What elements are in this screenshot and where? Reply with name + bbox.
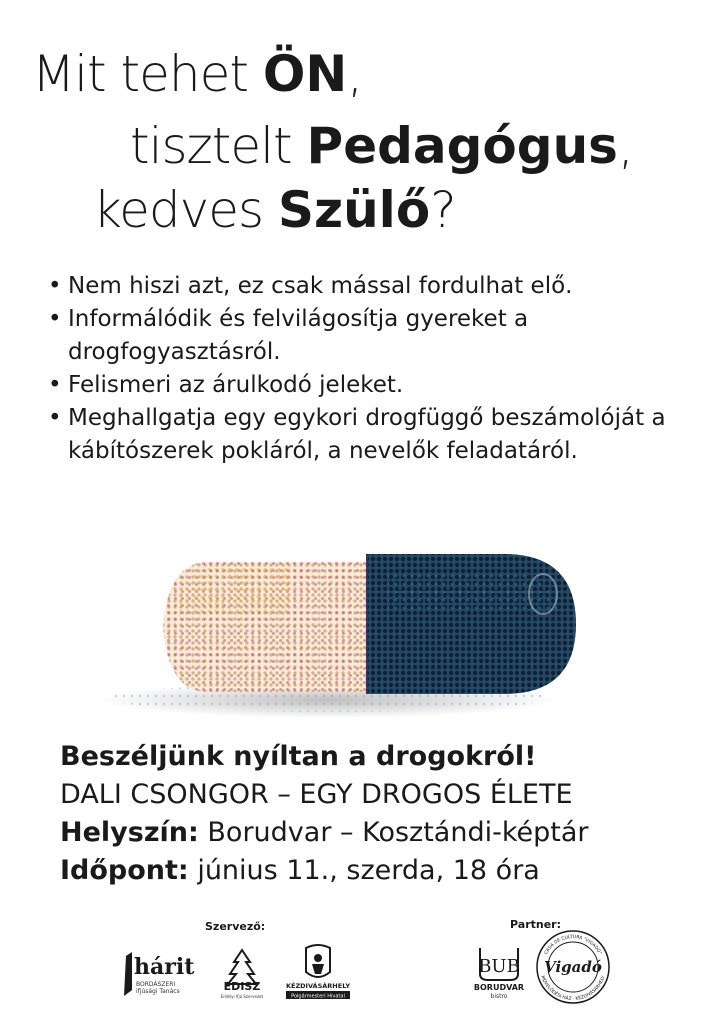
event-headline xyxy=(60,738,720,776)
bullet-item xyxy=(48,270,708,303)
title-line-2 xyxy=(130,116,633,176)
borudvar-logo-mark: BUB xyxy=(478,956,520,977)
title-line-1-punct: , xyxy=(347,45,363,103)
vigado-ring-bottom: MŰVELŐDÉSI HÁZ · KÉZDIVÁSÁRHELY xyxy=(539,975,607,1003)
bullet-dot: • xyxy=(48,273,62,299)
bullet-dot: • xyxy=(48,306,62,332)
bullet-text: Felismeri az árulkodó jeleket. xyxy=(68,372,404,398)
edisz-logo-text: EDISZ xyxy=(223,980,261,993)
title-line-3-emphasis: Szülő xyxy=(277,181,431,239)
bullet-text: Nem hiszi azt, ez csak mással fordulhat elő. xyxy=(68,273,573,299)
title-line-1-emphasis: ÖN xyxy=(262,45,348,103)
bullet-item xyxy=(48,303,708,369)
harit-logo-sub2: ifjúsági Tanács xyxy=(136,988,180,995)
partner-label: Partner: xyxy=(510,918,561,931)
kezdi-logo-text: KÉZDIVÁSÁRHELY xyxy=(285,982,351,990)
vigado-logo-text: Vigadó xyxy=(544,958,602,976)
vigado-ring-top: CASA DE CULTURA "VIGADÓ" xyxy=(544,934,602,956)
poster-title xyxy=(0,0,726,250)
kezdi-logo-sub: Polgármesteri Hivatal xyxy=(291,993,345,1000)
title-line-2-text: tisztelt xyxy=(130,117,307,175)
event-venue-label: Helyszín: xyxy=(60,817,199,848)
title-line-2-punct: , xyxy=(617,117,633,175)
harit-logo-text: hárit xyxy=(134,954,195,980)
event-venue xyxy=(60,814,720,852)
title-line-2-emphasis: Pedagógus xyxy=(306,117,618,175)
title-line-3-text: kedves xyxy=(93,181,278,239)
event-venue-value: Borudvar – Kosztándi-képtár xyxy=(198,817,589,848)
harit-logo-icon xyxy=(120,946,205,1001)
bullet-item xyxy=(48,402,708,468)
capsule-pill-halftone-icon xyxy=(88,532,588,722)
bullet-dot: • xyxy=(48,405,62,431)
vigado-seal-icon xyxy=(532,928,614,1006)
edisz-logo-sub: Erdélyi Ifjú Szervezet xyxy=(220,994,264,999)
bullet-text: Informálódik és felvilágosítja gyereket a drogfogyasztásról. xyxy=(68,306,529,365)
edisz-logo-icon xyxy=(212,944,272,1004)
title-line-3 xyxy=(93,180,456,240)
borudvar-logo-icon xyxy=(470,940,528,1002)
event-time-value: június 11., szerda, 18 óra xyxy=(188,855,540,886)
title-line-3-punct: ? xyxy=(430,181,456,239)
event-headline-text: Beszéljünk nyíltan a drogokról! xyxy=(60,741,537,772)
bullet-item xyxy=(48,369,708,402)
bullet-list xyxy=(48,270,708,468)
title-line-1-text: Mit tehet xyxy=(32,45,263,103)
event-info xyxy=(60,738,720,890)
event-speaker: DALI CSONGOR – EGY DROGOS ÉLETE xyxy=(60,779,573,810)
organizer-label: Szervező: xyxy=(205,920,266,933)
borudvar-logo-sub: bistro xyxy=(490,993,508,1000)
kezdivasarhely-crest-icon xyxy=(278,942,358,1004)
event-time-label: Időpont: xyxy=(60,855,189,886)
borudvar-logo-text: BORUDVAR xyxy=(473,983,525,992)
bullet-dot: • xyxy=(48,372,62,398)
event-time xyxy=(60,852,720,890)
bullet-text: Meghallgatja egy egykori drogfüggő beszámolóját a kábítószerek pokláról, a nevelők feladatáról. xyxy=(68,405,666,464)
title-line-1 xyxy=(32,44,362,104)
harit-logo-sub1: BORDÁSZERI xyxy=(136,981,176,988)
